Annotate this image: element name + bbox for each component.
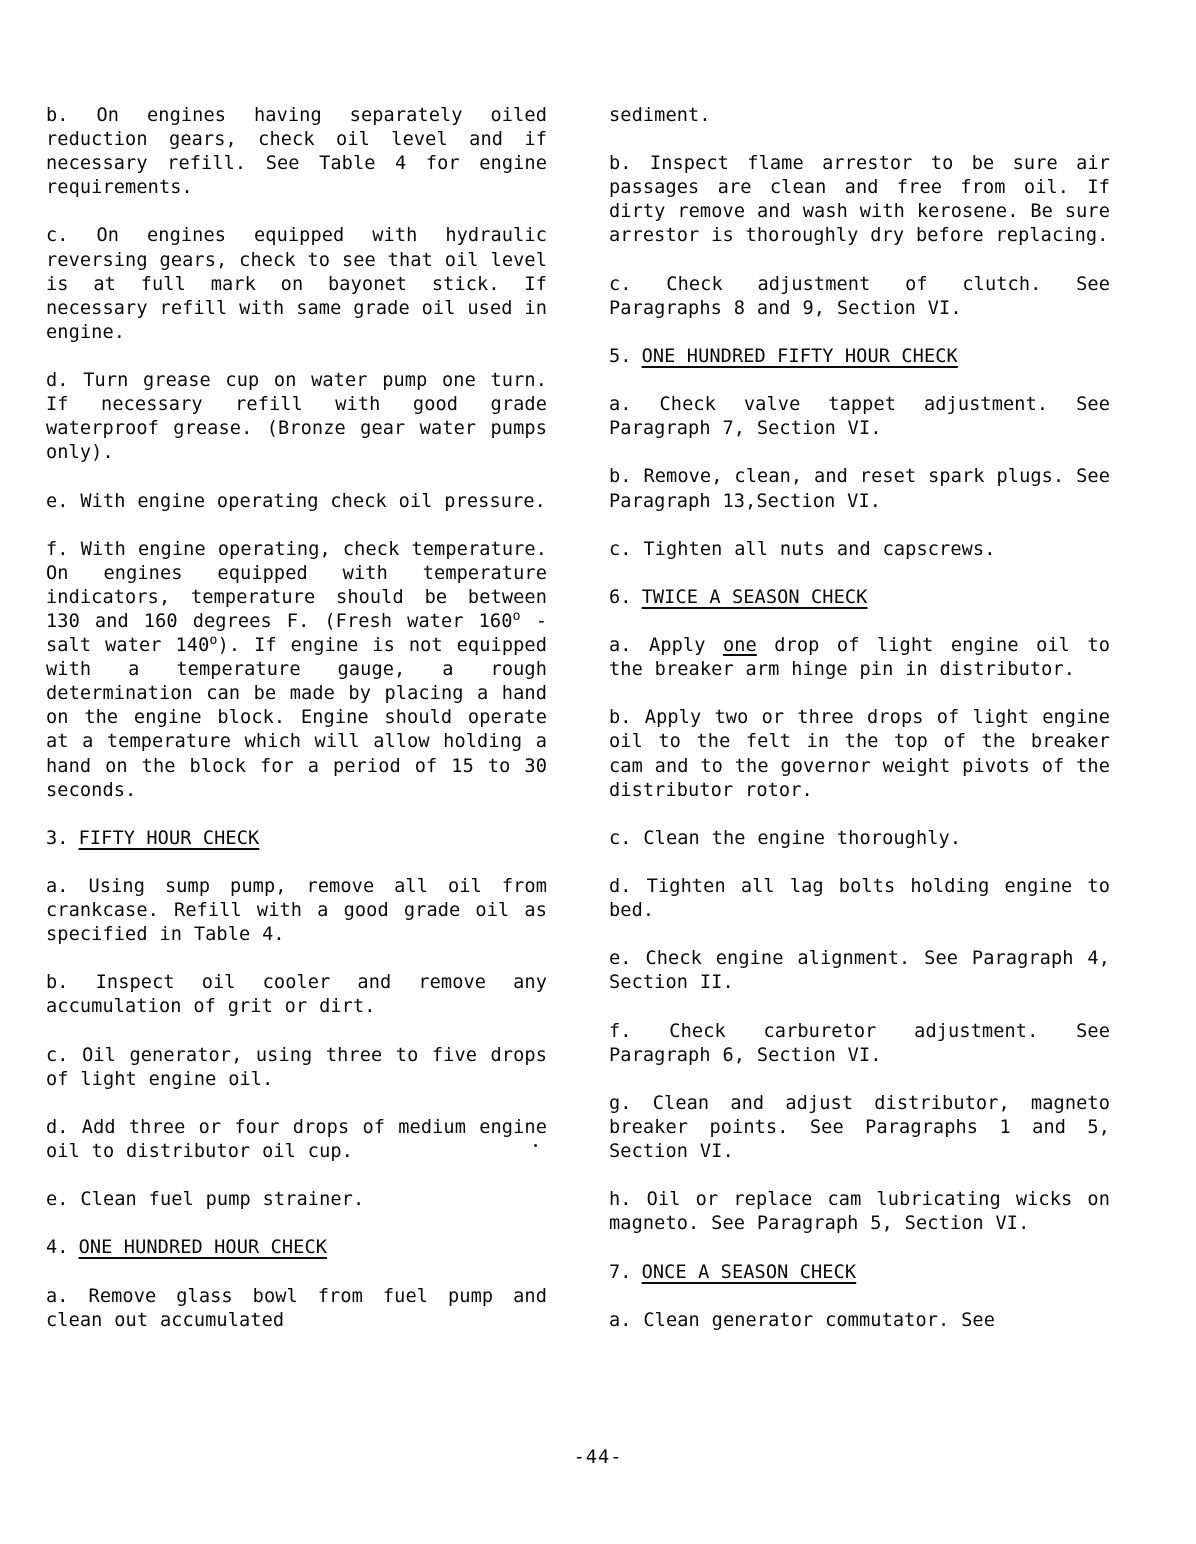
- degree-symbol: o: [209, 632, 218, 648]
- paragraph-2e: e. With engine operating check oil pressure.: [46, 490, 546, 512]
- paragraph-2b: b. On engines having separately oiled reduction gears, check oil level and if necessary refill. See Table 4 for engine requirements.: [46, 105, 547, 199]
- heading-title: FIFTY HOUR CHECK: [78, 827, 260, 849]
- paragraph-6h: h. Oil or replace cam lubricating wicks on magneto. See Paragraph 5, Section VI.: [609, 1189, 1110, 1235]
- left-column: [46, 104, 547, 1357]
- paragraph-6g: g. Clean and adjust distributor, magneto breaker points. See Paragraphs 1 and 5, Section VI.: [609, 1092, 1110, 1163]
- scan-speck: [534, 1144, 537, 1147]
- paragraph-3b: b. Inspect oil cooler and remove any accumulation of grit or dirt.: [46, 972, 547, 1018]
- paragraph-4c: c. Check adjustment of clutch. See Paragraphs 8 and 9, Section VI.: [609, 273, 1110, 319]
- heading-number: 7.: [609, 1261, 632, 1283]
- paragraph-4a: a. Remove glass bowl from fuel pump and clean out accumulated: [46, 1285, 547, 1331]
- two-column-body: [46, 104, 1110, 1357]
- paragraph-6a: a. Apply one drop of light engine oil to the breaker arm hinge pin in distributor.: [609, 635, 1110, 681]
- heading-title: ONE HUNDRED HOUR CHECK: [78, 1237, 328, 1259]
- paragraph-6f: f. Check carburetor adjustment. See Paragraph 6, Section VI.: [609, 1020, 1110, 1066]
- paragraph-4a-continued: sediment.: [609, 105, 711, 126]
- heading-one-hundred-hour-check: [46, 1236, 547, 1260]
- paragraph-4b: b. Inspect flame arrestor to be sure air passages are clean and free from oil. If dirty remove and wash with kerosene. Be sure arrestor is thoroughly dry before replacing.: [609, 153, 1110, 247]
- heading-number: 5.: [609, 345, 632, 367]
- heading-fifty-hour-check: [46, 827, 547, 851]
- paragraph-7a: a. Clean generator commutator. See: [609, 1309, 996, 1331]
- paragraph-3e: e. Clean fuel pump strainer.: [46, 1189, 365, 1211]
- paragraph-6d: d. Tighten all lag bolts holding engine to bed.: [609, 876, 1110, 922]
- paragraph-5b: b. Remove, clean, and reset spark plugs. See Paragraph 13,Section VI.: [609, 466, 1110, 512]
- heading-title: ONCE A SEASON CHECK: [641, 1261, 857, 1283]
- paragraph-5a: a. Check valve tappet adjustment. See Paragraph 7, Section VI.: [609, 394, 1110, 440]
- paragraph-2c: c. On engines equipped with hydraulic reversing gears, check to see that oil level is at full mark on bayonet stick. If necessary refill with same grade oil used in engine.: [46, 225, 547, 343]
- heading-one-hundred-fifty-hour-check: [609, 345, 1110, 369]
- heading-number: 4.: [46, 1237, 69, 1259]
- paragraph-2f: f. With engine operating, check temperature. On engines equipped with temperature indicators, temperature should be between 130 and 160 degrees F. (Fresh water 160$^o$ - salt water 140$^o$). If engine is not equipped with a temperature gauge, a rough determination can be made by placing a hand on the engine block. Engine should operate at a temperature which will allow holding a hand on the block for a period of 15 to 30 seconds.: [46, 538, 547, 801]
- heading-title: TWICE A SEASON CHECK: [641, 586, 868, 608]
- paragraph-6e: e. Check engine alignment. See Paragraph 4, Section II.: [609, 948, 1110, 994]
- paragraph-3c: c. Oil generator, using three to five drops of light engine oil.: [46, 1044, 547, 1090]
- heading-twice-a-season-check: [609, 586, 1110, 610]
- paragraph-6b: b. Apply two or three drops of light engine oil to the felt in the top of the breaker cam and to the governor weight pivots of the distributor rotor.: [609, 707, 1110, 801]
- heading-number: 3.: [46, 827, 69, 849]
- paragraph-5c: c. Tighten all nuts and capscrews.: [609, 538, 996, 560]
- heading-title: ONE HUNDRED FIFTY HOUR CHECK: [641, 345, 958, 367]
- degree-symbol: o: [512, 608, 521, 624]
- paragraph-6c: c. Clean the engine thoroughly.: [609, 827, 962, 849]
- underlined-emphasis: one: [722, 635, 757, 657]
- heading-number: 6.: [609, 586, 632, 608]
- heading-once-a-season-check: [609, 1261, 1110, 1285]
- paragraph-3a: a. Using sump pump, remove all oil from crankcase. Refill with a good grade oil as specified in Table 4.: [46, 876, 547, 946]
- right-column: [609, 104, 1110, 1357]
- page-number: -44-: [573, 1447, 623, 1468]
- paragraph-3d: d. Add three or four drops of medium engine oil to distributor oil cup.: [46, 1116, 547, 1163]
- paragraph-2d: d. Turn grease cup on water pump one turn. If necessary refill with good grade waterproof grease. (Bronze gear water pumps only).: [46, 370, 547, 464]
